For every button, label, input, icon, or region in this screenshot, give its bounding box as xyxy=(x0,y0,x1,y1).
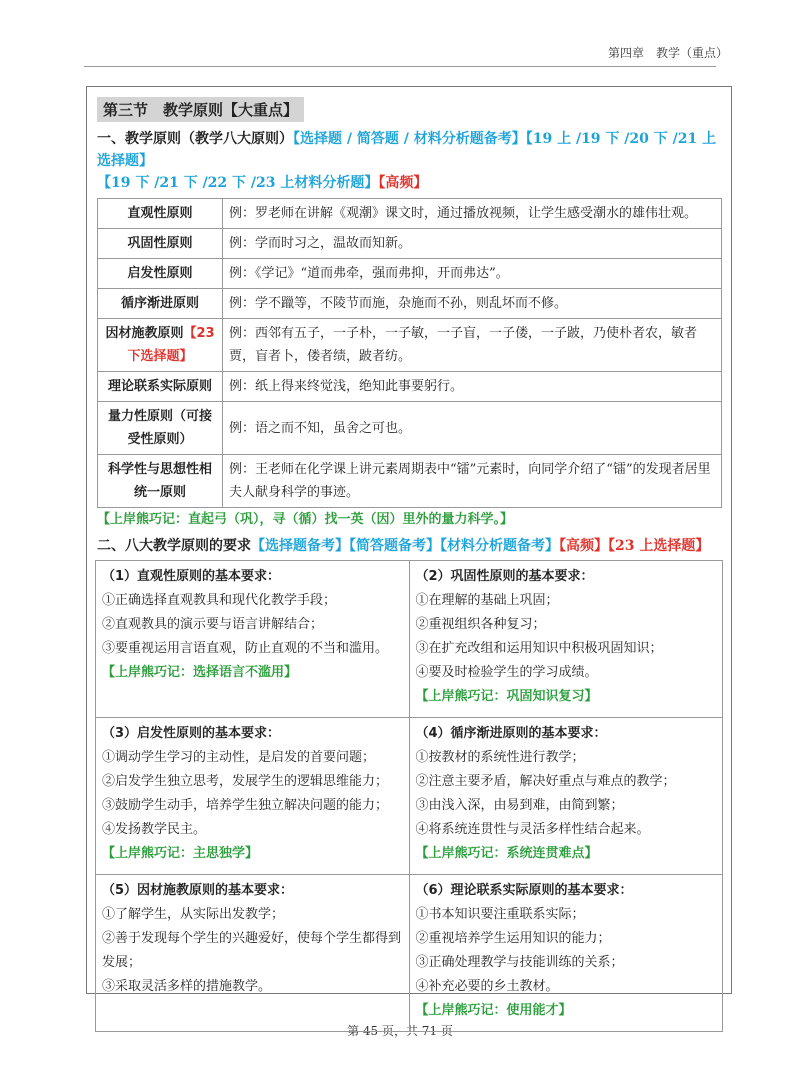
part1-tag-exam: 【选择题 / 简答题 / 材料分析题备考】【19 上 /19 下 /20 下 /21 上选择题】 xyxy=(97,131,717,169)
requirement-cell xyxy=(409,561,723,718)
principle-example: 例：西邻有五子，一子朴，一子敏，一子盲，一子偻，一子跛，乃使朴者农，敏者贾，盲者卜，偻者绩，跛者纺。 xyxy=(223,319,722,372)
requirement-item: ③在扩充改组和运用知识中积极巩固知识； xyxy=(415,641,663,656)
requirement-item: ③由浅入深，由易到难，由简到繁； xyxy=(415,798,624,813)
requirement-cell xyxy=(409,718,723,875)
part2-tag-frequency: 【高频】【23 上选择题】 xyxy=(559,538,710,554)
requirement-cell xyxy=(96,875,410,1032)
requirement-item: ②直观教具的演示要与语言讲解结合； xyxy=(102,617,324,632)
requirement-item: ②注意主要矛盾，解决好重点与难点的教学； xyxy=(415,774,676,789)
requirement-item: ①正确选择直观教具和现代化教学手段； xyxy=(102,593,337,608)
page-content xyxy=(97,97,722,1032)
requirement-cell xyxy=(96,561,410,718)
principle-exam-tag: 【23 下选择题】 xyxy=(127,326,215,364)
part1-tag-analysis: 【19 下 /21 下 /22 下 /23 上材料分析题】 xyxy=(97,175,379,191)
principle-name: 科学性与思想性相统一原则 xyxy=(98,455,223,508)
part1-tag-frequency: 【高频】 xyxy=(378,175,428,191)
requirements-table xyxy=(95,560,723,1032)
principle-name: 启发性原则 xyxy=(98,259,223,289)
principle-example: 例：《学记》“道而弗牵，强而弗抑，开而弗达”。 xyxy=(223,259,722,289)
table-row xyxy=(96,561,723,718)
principle-name: 直观性原则 xyxy=(98,199,223,229)
principle-example: 例：语之而不知，虽舍之可也。 xyxy=(223,402,722,455)
requirement-item: ①在理解的基础上巩固； xyxy=(415,593,559,608)
requirement-title: （2）巩固性原则的基本要求： xyxy=(415,569,594,584)
principle-name: 量力性原则（可接受性原则） xyxy=(98,402,223,455)
table-row xyxy=(98,455,722,508)
requirement-item: ①按教材的系统性进行教学； xyxy=(415,750,585,765)
section-title: 第三节 教学原则【大重点】 xyxy=(97,97,304,122)
requirement-item: ②重视组织各种复习； xyxy=(415,617,546,632)
requirement-mnemonic: 【上岸熊巧记：系统连贯难点】 xyxy=(415,846,598,861)
requirement-cell xyxy=(409,875,723,1032)
principle-name: 理论联系实际原则 xyxy=(98,372,223,402)
requirement-item: ③鼓励学生动手，培养学生独立解决问题的能力； xyxy=(102,798,389,813)
requirement-mnemonic: 【上岸熊巧记：巩固知识复习】 xyxy=(415,689,598,704)
header-rule xyxy=(84,66,716,67)
principle-example: 例：纸上得来终觉浅，绝知此事要躬行。 xyxy=(223,372,722,402)
table-row xyxy=(98,289,722,319)
table-row xyxy=(98,199,722,229)
principle-example: 例：学而时习之，温故而知新。 xyxy=(223,229,722,259)
table-row xyxy=(98,319,722,372)
requirement-mnemonic: 【上岸熊巧记：主思独学】 xyxy=(102,846,259,861)
requirement-item: ③正确处理教学与技能训练的关系； xyxy=(415,955,624,970)
table-row xyxy=(98,402,722,455)
requirement-mnemonic: 【上岸熊巧记：选择语言不滥用】 xyxy=(102,665,298,680)
part2-tag-exam: 【选择题备考】【简答题备考】【材料分析题备考】 xyxy=(251,538,559,554)
page-footer: 第 45 页，共 71 页 xyxy=(347,1024,453,1038)
requirement-item: ①了解学生，从实际出发教学； xyxy=(102,907,285,922)
table-row xyxy=(96,875,723,1032)
part1-mnemonic: 【上岸熊巧记：直起弓（巩），寻（循）找一英（因）里外的量力科学。】 xyxy=(97,512,514,527)
part1-heading-line2 xyxy=(97,172,722,194)
requirement-item: ①书本知识要注重联系实际； xyxy=(415,907,585,922)
part1-heading-line xyxy=(97,128,722,172)
requirement-title: （3）启发性原则的基本要求： xyxy=(102,726,281,741)
principle-name: 巩固性原则 xyxy=(98,229,223,259)
principle-example: 例：学不躐等，不陵节而施，杂施而不孙，则乱坏而不修。 xyxy=(223,289,722,319)
principle-example: 例：罗老师在讲解《观潮》课文时，通过播放视频，让学生感受潮水的雄伟壮观。 xyxy=(223,199,722,229)
principle-example: 例：王老师在化学课上讲元素周期表中“镭”元素时，向同学介绍了“镭”的发现者居里夫人献身科学的事迹。 xyxy=(223,455,722,508)
table-row xyxy=(98,229,722,259)
requirement-item: ④将系统连贯性与灵活多样性结合起来。 xyxy=(415,822,650,837)
principle-name: 循序渐进原则 xyxy=(98,289,223,319)
requirement-item: ④补充必要的乡土教材。 xyxy=(415,979,559,994)
requirement-title: （5）因材施教原则的基本要求： xyxy=(102,883,294,898)
requirement-item: ②重视培养学生运用知识的能力； xyxy=(415,931,611,946)
part2-heading: 二、八大教学原则的要求 xyxy=(97,538,251,554)
table-row xyxy=(98,259,722,289)
requirement-item: ③要重视运用言语直观，防止直观的不当和滥用。 xyxy=(102,641,389,656)
requirement-item: ②善于发现每个学生的兴趣爱好，使每个学生都得到发展； xyxy=(102,931,402,970)
requirement-item: ②启发学生独立思考，发展学生的逻辑思维能力； xyxy=(102,774,389,789)
requirement-item: ①调动学生学习的主动性，是启发的首要问题； xyxy=(102,750,376,765)
requirement-title: （4）循序渐进原则的基本要求： xyxy=(415,726,607,741)
requirement-item: ④要及时检验学生的学习成绩。 xyxy=(415,665,598,680)
running-header: 第四章 教学（重点） xyxy=(607,46,728,60)
principles-table xyxy=(97,198,722,508)
requirement-title: （6）理论联系实际原则的基本要求： xyxy=(415,883,633,898)
part2-heading-line xyxy=(97,534,722,558)
requirement-title: （1）直观性原则的基本要求： xyxy=(102,569,281,584)
table-row xyxy=(98,372,722,402)
requirement-mnemonic: 【上岸熊巧记：使用能才】 xyxy=(415,1003,572,1018)
principle-name-cell xyxy=(98,319,223,372)
table-row xyxy=(96,718,723,875)
requirement-item: ③采取灵活多样的措施教学。 xyxy=(102,979,272,994)
requirement-cell xyxy=(96,718,410,875)
requirement-item: ④发扬教学民主。 xyxy=(102,822,207,837)
part1-heading: 一、教学原则（教学八大原则） xyxy=(97,131,293,147)
principle-name: 因材施教原则 xyxy=(105,326,184,341)
